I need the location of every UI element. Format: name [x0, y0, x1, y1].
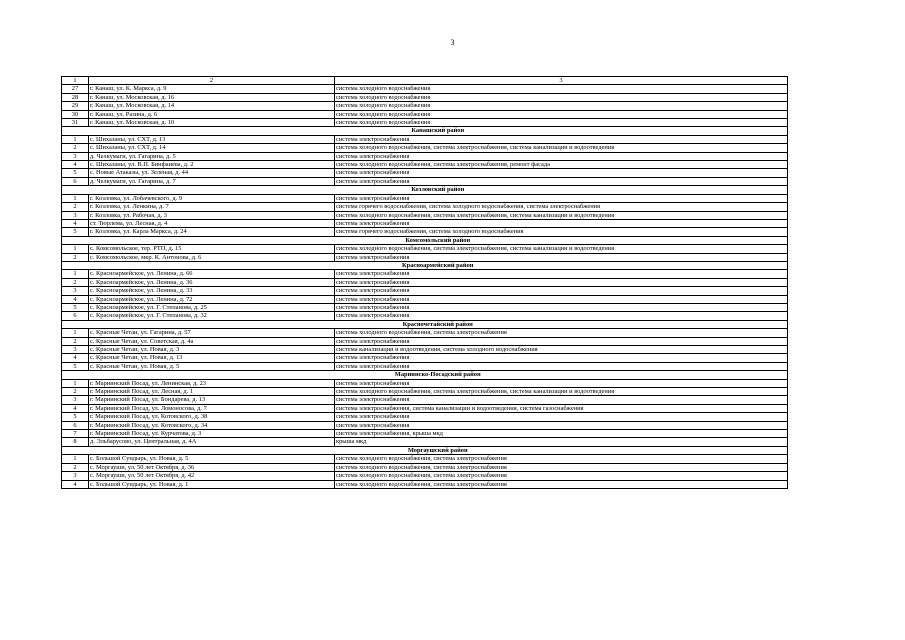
table-row [62, 329, 788, 337]
address-cell: г. Козловка, ул. Рабочая, д. 3 [89, 211, 335, 219]
table-row [62, 480, 788, 488]
systems-cell: система электроснабжения [335, 287, 788, 295]
systems-cell: система электроснабжения [335, 169, 788, 177]
address-cell: с. Красные Четаи, ул. Гагарина, д. 57 [89, 329, 335, 337]
district-heading-row [62, 261, 788, 269]
systems-cell: система электроснабжения [335, 337, 788, 345]
systems-cell: система холодного водоснабжения, система электроснабжения [335, 463, 788, 471]
address-cell: д. Эльбарусово, ул. Центральная, д. 4А [89, 438, 335, 446]
table-row [62, 211, 788, 219]
table-row [62, 161, 788, 169]
table-row [62, 472, 788, 480]
district-blank-cell [62, 371, 89, 379]
header-col-3: 3 [335, 77, 788, 85]
systems-cell: система электроснабжения [335, 379, 788, 387]
row-number-cell: 1 [62, 270, 89, 278]
address-cell: с. Красноармейское, ул. Ленина, д. 33 [89, 287, 335, 295]
district-name: Красночетайский район [89, 320, 788, 328]
systems-cell: система холодного водоснабжения, система электроснабжения [335, 472, 788, 480]
address-cell: с. Моргауши, ул. 50 лет Октября, д. 36 [89, 463, 335, 471]
row-number-cell: 3 [62, 346, 89, 354]
table-row [62, 287, 788, 295]
address-cell: г. Козловка, ул. Ленкина, д. 7 [89, 203, 335, 211]
table-row [62, 346, 788, 354]
district-blank-cell [62, 261, 89, 269]
systems-cell: система канализации и водоотведения, система холодного водоснабжения [335, 346, 788, 354]
table-row [62, 421, 788, 429]
district-blank-cell [62, 446, 89, 454]
row-number-cell: 3 [62, 287, 89, 295]
address-cell: с. Красноармейское, ул. Г. Степанова, д. 25 [89, 303, 335, 311]
row-number-cell: 3 [62, 211, 89, 219]
address-cell: д. Челкумаги, ул. Гагарина, д. 7 [89, 177, 335, 185]
table-row [62, 119, 788, 127]
row-number-cell: 31 [62, 119, 89, 127]
row-number-cell: 6 [62, 177, 89, 185]
row-number-cell: 3 [62, 152, 89, 160]
table-row [62, 354, 788, 362]
address-cell: г. Мариинский Посад, ул. Ломоносова, д. 7 [89, 404, 335, 412]
table-row [62, 295, 788, 303]
table-row [62, 102, 788, 110]
table-row [62, 219, 788, 227]
table-row [62, 270, 788, 278]
district-name: Козловский район [89, 186, 788, 194]
row-number-cell: 4 [62, 161, 89, 169]
address-cell: с. Красноармейское, ул. Ленина, д. 36 [89, 278, 335, 286]
systems-cell: система электроснабжения [335, 152, 788, 160]
address-cell: г. Канаш, ул. К. Маркса, д. 9 [89, 85, 335, 93]
systems-cell: система электроснабжения [335, 194, 788, 202]
row-number-cell: 1 [62, 245, 89, 253]
row-number-cell: 3 [62, 472, 89, 480]
address-cell: с. Красноармейское, ул. Г. Степанова, д. 32 [89, 312, 335, 320]
row-number-cell: 4 [62, 354, 89, 362]
address-cell: с. Большой Сундырь, ул. Новая, д. 1 [89, 480, 335, 488]
district-name: Моргаушский район [89, 446, 788, 454]
systems-cell: система холодного водоснабжения [335, 119, 788, 127]
address-cell: с. Шихазаны, ул. СХТ, д. 13 [89, 135, 335, 143]
systems-cell: система электроснабжения [335, 253, 788, 261]
address-cell: с. Большой Сундырь, ул. Новая, д. 5 [89, 455, 335, 463]
row-number-cell: 5 [62, 303, 89, 311]
row-number-cell: 30 [62, 110, 89, 118]
address-cell: с. Красные Четаи, ул. Новая, д. 13 [89, 354, 335, 362]
systems-cell: система холодного водоснабжения, система электроснабжения [335, 455, 788, 463]
district-blank-cell [62, 236, 89, 244]
systems-cell: система электроснабжения [335, 278, 788, 286]
systems-cell: система электроснабжения [335, 396, 788, 404]
systems-cell: система холодного водоснабжения, система электроснабжения, система канализации и водоотведения [335, 388, 788, 396]
systems-cell: система электроснабжения, крыша мкд [335, 430, 788, 438]
systems-cell: система холодного водоснабжения, система электроснабжения [335, 480, 788, 488]
row-number-cell: 2 [62, 144, 89, 152]
row-number-cell: 27 [62, 85, 89, 93]
address-cell: с. Комсомольское, мкр. К. Антонова, д. 6 [89, 253, 335, 261]
row-number-cell: 5 [62, 362, 89, 370]
address-cell: ст. Тюрлема, ул. Лесная, д. 4 [89, 219, 335, 227]
systems-cell: система электроснабжения [335, 413, 788, 421]
row-number-cell: 1 [62, 329, 89, 337]
address-cell: г. Мариинский Посад, ул. Лесная, д. 1 [89, 388, 335, 396]
buildings-table [61, 76, 788, 489]
district-heading-row [62, 446, 788, 454]
table-row [62, 463, 788, 471]
district-name: Канашский район [89, 127, 788, 135]
table-row [62, 93, 788, 101]
systems-cell: система холодного водоснабжения, система электроснабжения [335, 329, 788, 337]
district-blank-cell [62, 127, 89, 135]
table-row [62, 203, 788, 211]
systems-cell: система холодного водоснабжения [335, 102, 788, 110]
address-cell: г. Канаш, ул. Разина, д. 6 [89, 110, 335, 118]
table-row [62, 169, 788, 177]
table-row [62, 455, 788, 463]
address-cell: с. Комсомольское, тер. РТП, д. 15 [89, 245, 335, 253]
table-row [62, 388, 788, 396]
table-body [62, 85, 788, 489]
systems-cell: система горячего водоснабжения, система холодного водоснабжения [335, 228, 788, 236]
table-row [62, 312, 788, 320]
district-blank-cell [62, 186, 89, 194]
table-row [62, 144, 788, 152]
district-name: Мариинско-Посадский район [89, 371, 788, 379]
table-row [62, 110, 788, 118]
district-name: Комсомольский район [89, 236, 788, 244]
systems-cell: система холодного водоснабжения, система электроснабжения, ремонт фасада [335, 161, 788, 169]
address-cell: с. Шихазаны, ул. СХТ, д. 14 [89, 144, 335, 152]
row-number-cell: 29 [62, 102, 89, 110]
row-number-cell: 4 [62, 295, 89, 303]
table-row [62, 430, 788, 438]
row-number-cell: 2 [62, 337, 89, 345]
systems-cell: система электроснабжения [335, 219, 788, 227]
table-row [62, 303, 788, 311]
page-number: 3 [450, 38, 455, 47]
address-cell: с. Шихазаны, ул. В.П. Бинфаиева, д. 2 [89, 161, 335, 169]
district-blank-cell [62, 320, 89, 328]
table-row [62, 404, 788, 412]
row-number-cell: 2 [62, 278, 89, 286]
row-number-cell: 4 [62, 480, 89, 488]
table-row [62, 379, 788, 387]
row-number-cell: 1 [62, 379, 89, 387]
row-number-cell: 2 [62, 388, 89, 396]
row-number-cell: 1 [62, 135, 89, 143]
address-cell: д. Челкумаги, ул. Гагарина, д. 5 [89, 152, 335, 160]
address-cell: г. Мариинский Посад, ул. Ленинская, д. 23 [89, 379, 335, 387]
table-row [62, 413, 788, 421]
table-row [62, 228, 788, 236]
row-number-cell: 2 [62, 203, 89, 211]
table-row [62, 135, 788, 143]
table-row [62, 396, 788, 404]
address-cell: г. Козловка, ул. Лобачевского, д. 9 [89, 194, 335, 202]
systems-cell: крыша мкд [335, 438, 788, 446]
district-heading-row [62, 236, 788, 244]
systems-cell: система электроснабжения [335, 312, 788, 320]
address-cell: г. Канаш, ул. Московская, д. 10 [89, 119, 335, 127]
district-name: Красноармейский район [89, 261, 788, 269]
address-cell: г. Козловка, ул. Карла Маркса, д. 24 [89, 228, 335, 236]
systems-cell: система холодного водоснабжения, система электроснабжения, система канализации и водоотведения [335, 144, 788, 152]
table-row [62, 194, 788, 202]
table-row [62, 177, 788, 185]
row-number-cell: 1 [62, 194, 89, 202]
row-number-cell: 2 [62, 463, 89, 471]
systems-cell: система электроснабжения, система канализации и водоотведения, система газоснабжения [335, 404, 788, 412]
district-heading-row [62, 371, 788, 379]
table-row [62, 337, 788, 345]
row-number-cell: 4 [62, 219, 89, 227]
systems-cell: система электроснабжения [335, 270, 788, 278]
table-row [62, 438, 788, 446]
systems-cell: система электроснабжения [335, 421, 788, 429]
header-col-1: 1 [62, 77, 89, 85]
address-cell: с. Красноармейское, ул. Ленина, д. 72 [89, 295, 335, 303]
table-row [62, 85, 788, 93]
row-number-cell: 7 [62, 430, 89, 438]
table-header-row [62, 77, 788, 85]
district-heading-row [62, 320, 788, 328]
address-cell: с. Новые Атаказы, ул. Зеленая, д. 44 [89, 169, 335, 177]
row-number-cell: 1 [62, 455, 89, 463]
row-number-cell: 2 [62, 253, 89, 261]
table-row [62, 152, 788, 160]
systems-cell: система электроснабжения [335, 135, 788, 143]
systems-cell: система холодного водоснабжения, система электроснабжения, система канализации и водоотведения [335, 245, 788, 253]
row-number-cell: 3 [62, 396, 89, 404]
address-cell: г. Мариинский Посад, ул. Котовского, д. 34 [89, 421, 335, 429]
row-number-cell: 5 [62, 169, 89, 177]
row-number-cell: 4 [62, 404, 89, 412]
row-number-cell: 8 [62, 438, 89, 446]
systems-cell: система электроснабжения [335, 362, 788, 370]
district-heading-row [62, 186, 788, 194]
row-number-cell: 6 [62, 421, 89, 429]
address-cell: с. Красные Четаи, ул. Новая, д. 5 [89, 362, 335, 370]
address-cell: с. Моргауши, ул. 50 лет Октября, д. 42 [89, 472, 335, 480]
systems-cell: система холодного водоснабжения [335, 110, 788, 118]
address-cell: г. Мариинский Посад, ул. Бондарева, д. 13 [89, 396, 335, 404]
systems-cell: система электроснабжения [335, 303, 788, 311]
systems-cell: система холодного водоснабжения [335, 85, 788, 93]
row-number-cell: 6 [62, 312, 89, 320]
systems-cell: система горячего водоснабжения, система холодного водоснабжения, система электроснабжения [335, 203, 788, 211]
row-number-cell: 5 [62, 413, 89, 421]
address-cell: с. Красные Четаи, ул. Новая, д. 3 [89, 346, 335, 354]
row-number-cell: 5 [62, 228, 89, 236]
table-row [62, 253, 788, 261]
address-cell: г. Мариинский Посад, ул. Котовского, д. 38 [89, 413, 335, 421]
systems-cell: система холодного водоснабжения [335, 93, 788, 101]
district-heading-row [62, 127, 788, 135]
address-cell: г. Мариинский Посад, ул. Курчатова, д. 3 [89, 430, 335, 438]
address-cell: г. Канаш, ул. Московская, д. 14 [89, 102, 335, 110]
systems-cell: система электроснабжения [335, 354, 788, 362]
systems-cell: система холодного водоснабжения, система электроснабжения, система канализации и водоотведения [335, 211, 788, 219]
table-row [62, 278, 788, 286]
address-cell: с. Красноармейское, ул. Ленина, д. 66 [89, 270, 335, 278]
systems-cell: система электроснабжения [335, 295, 788, 303]
address-cell: с. Красные Четаи, ул. Советская, д. 4а [89, 337, 335, 345]
row-number-cell: 28 [62, 93, 89, 101]
systems-cell: система электроснабжения [335, 177, 788, 185]
address-cell: г. Канаш, ул. Московская, д. 16 [89, 93, 335, 101]
table-row [62, 362, 788, 370]
table-row [62, 245, 788, 253]
header-col-2: 2 [89, 77, 335, 85]
